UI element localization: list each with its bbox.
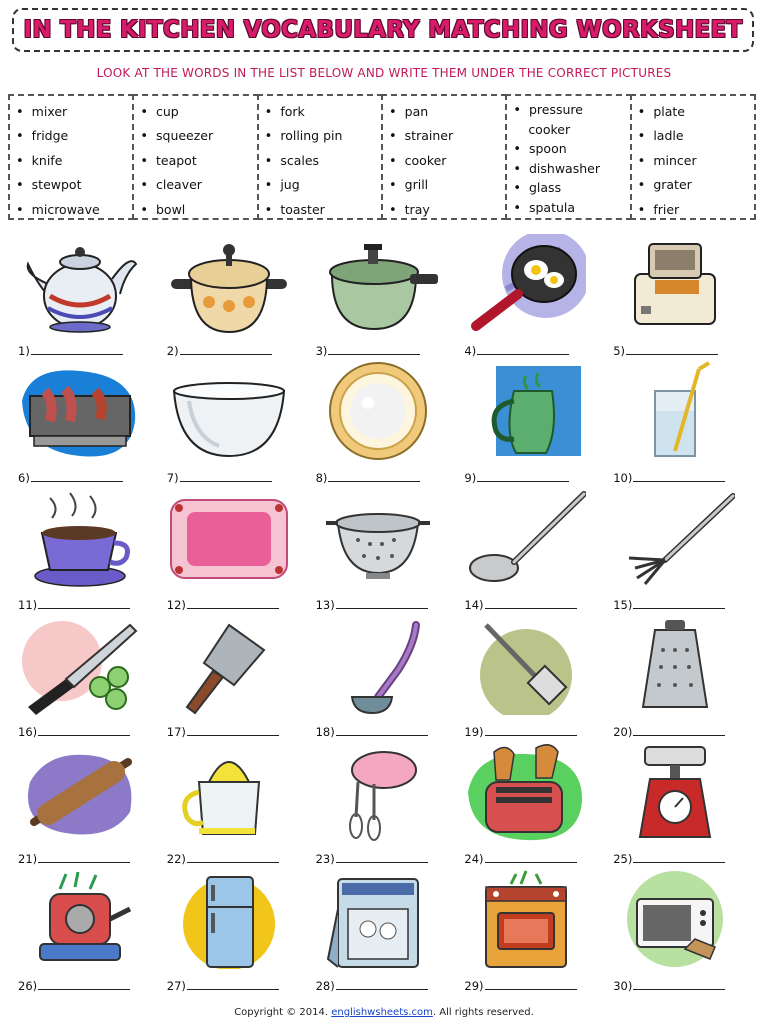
picture-cell <box>14 232 163 359</box>
answer-label <box>18 344 123 358</box>
grill-icon <box>20 361 140 461</box>
answer-line[interactable] <box>328 471 420 482</box>
picture-cell <box>312 740 461 867</box>
picture-row <box>14 486 758 613</box>
picture-cell <box>14 359 163 486</box>
picture-cell <box>163 613 312 740</box>
picture-cell <box>460 232 609 359</box>
word-item: • cooker <box>389 149 501 173</box>
spoon-icon <box>466 488 586 588</box>
item-number: 5) <box>613 344 625 358</box>
item-number: 24) <box>464 852 484 866</box>
cup-icon <box>20 488 140 588</box>
picture-row <box>14 232 758 359</box>
item-number: 4) <box>464 344 477 358</box>
word-item: • knife <box>16 149 128 173</box>
word-item: • microwave <box>16 198 128 222</box>
picture-row <box>14 359 758 486</box>
tray-icon <box>169 488 289 588</box>
item-number: 10) <box>613 471 633 485</box>
picture-cell <box>312 486 461 613</box>
picture-grid <box>14 232 758 994</box>
word-item: • strainer <box>389 124 501 148</box>
answer-label <box>464 852 576 866</box>
word-item: • spoon <box>513 139 625 159</box>
dishwasher-icon <box>318 869 438 969</box>
item-number: 25) <box>613 852 633 866</box>
answer-label <box>464 979 576 993</box>
page-title: IN THE KITCHEN VOCABULARY MATCHING WORKSHEET <box>23 17 743 43</box>
answer-label <box>613 344 718 358</box>
picture-cell <box>460 613 609 740</box>
cooker-icon <box>466 869 586 969</box>
answer-label <box>316 852 428 866</box>
item-number: 30) <box>613 979 633 993</box>
word-item: • mixer <box>16 100 128 124</box>
picture-cell <box>14 613 163 740</box>
cleaver-icon <box>169 615 289 715</box>
answer-line[interactable] <box>485 725 577 736</box>
answer-label <box>613 598 725 612</box>
answer-line[interactable] <box>187 852 279 863</box>
picture-cell <box>312 232 461 359</box>
picture-cell <box>609 486 758 613</box>
answer-label <box>167 979 279 993</box>
answer-label <box>316 471 421 485</box>
word-item: • glass <box>513 178 625 198</box>
answer-line[interactable] <box>38 598 130 609</box>
item-number: 8) <box>315 471 328 485</box>
picture-cell <box>460 486 609 613</box>
answer-line[interactable] <box>336 725 428 736</box>
answer-label <box>18 852 130 866</box>
squeezer-icon <box>169 742 289 842</box>
item-number: 23) <box>315 852 335 866</box>
answer-line[interactable] <box>633 598 725 609</box>
item-number: 28) <box>315 979 335 993</box>
mincer-icon <box>20 869 140 969</box>
item-number: 12) <box>166 598 186 612</box>
deep-fryer-icon <box>615 234 735 334</box>
answer-line[interactable] <box>180 471 272 482</box>
item-number: 3) <box>315 344 328 358</box>
picture-cell <box>609 613 758 740</box>
scales-icon <box>615 742 735 842</box>
answer-line[interactable] <box>328 344 420 355</box>
word-item: • spatula <box>513 198 625 218</box>
word-item: • pressure <box>513 100 625 120</box>
answer-line[interactable] <box>336 852 428 863</box>
picture-cell <box>312 867 461 994</box>
picture-cell <box>14 486 163 613</box>
copyright-text: Copyright © 2014. <box>234 1007 329 1018</box>
answer-line[interactable] <box>187 979 279 990</box>
item-number: 27) <box>166 979 186 993</box>
picture-cell <box>14 867 163 994</box>
picture-cell <box>609 359 758 486</box>
word-item: • dishwasher <box>513 159 625 179</box>
picture-cell <box>609 232 758 359</box>
word-item: • pan <box>389 100 501 124</box>
word-item: • ladle <box>638 124 750 148</box>
item-number: 22) <box>166 852 186 866</box>
answer-label <box>316 979 428 993</box>
item-number: 21) <box>18 852 38 866</box>
answer-label <box>613 979 725 993</box>
answer-line[interactable] <box>180 344 272 355</box>
answer-label <box>316 598 428 612</box>
word-item-continued: cooker <box>528 121 571 137</box>
answer-line[interactable] <box>187 598 279 609</box>
footer <box>0 1007 768 1018</box>
picture-row <box>14 867 758 994</box>
item-number: 9) <box>464 471 477 485</box>
answer-label <box>167 852 279 866</box>
answer-label <box>18 471 123 485</box>
ladle-icon <box>318 615 438 715</box>
fridge-icon <box>169 869 289 969</box>
picture-row <box>14 740 758 867</box>
word-column <box>381 94 507 220</box>
picture-cell <box>14 740 163 867</box>
item-number: 19) <box>464 725 484 739</box>
picture-cell <box>163 232 312 359</box>
picture-cell <box>163 740 312 867</box>
picture-cell <box>312 359 461 486</box>
word-item: • rolling pin <box>265 124 377 148</box>
title-box <box>12 8 754 52</box>
answer-label <box>464 344 569 358</box>
picture-cell <box>163 359 312 486</box>
word-column <box>8 94 134 220</box>
stewpot-icon <box>169 234 289 334</box>
instruction: LOOK AT THE WORDS IN THE LIST BELOW AND WRITE THEM UNDER THE CORRECT PICTURES <box>96 66 672 80</box>
answer-label <box>167 598 279 612</box>
item-number: 17) <box>166 725 186 739</box>
site-link[interactable]: englishwsheets.com <box>331 1007 433 1018</box>
teapot-icon <box>20 234 140 334</box>
pressure-cooker-icon <box>318 234 438 334</box>
item-number: 15) <box>613 598 633 612</box>
word-item: • fridge <box>16 124 128 148</box>
picture-cell <box>609 867 758 994</box>
word-item: • squeezer <box>140 124 252 148</box>
picture-cell <box>460 867 609 994</box>
answer-line[interactable] <box>38 852 130 863</box>
word-column <box>132 94 258 220</box>
plate-icon <box>318 361 438 461</box>
item-number: 16) <box>18 725 38 739</box>
word-item: • teapot <box>140 149 252 173</box>
fork-icon <box>615 488 735 588</box>
answer-line[interactable] <box>31 344 123 355</box>
word-item: • bowl <box>140 198 252 222</box>
answer-label <box>613 471 725 485</box>
item-number: 2) <box>166 344 179 358</box>
rights-text: . All rights reserved. <box>432 1007 534 1018</box>
answer-line[interactable] <box>187 725 279 736</box>
answer-line[interactable] <box>477 471 569 482</box>
word-column <box>505 94 631 220</box>
answer-line[interactable] <box>485 852 577 863</box>
answer-label <box>167 471 272 485</box>
microwave-icon <box>615 869 735 969</box>
bowl-icon <box>169 361 289 461</box>
answer-line[interactable] <box>485 979 577 990</box>
answer-label <box>613 725 725 739</box>
picture-cell <box>163 867 312 994</box>
picture-cell <box>163 486 312 613</box>
answer-line[interactable] <box>626 344 718 355</box>
answer-label <box>18 979 130 993</box>
word-item: • stewpot <box>16 173 128 197</box>
word-item: • toaster <box>265 198 377 222</box>
answer-line[interactable] <box>477 344 569 355</box>
answer-line[interactable] <box>633 979 725 990</box>
item-number: 26) <box>18 979 38 993</box>
picture-cell <box>609 740 758 867</box>
answer-line[interactable] <box>38 979 130 990</box>
word-item: • frier <box>638 198 750 222</box>
answer-label <box>18 598 130 612</box>
answer-label <box>316 725 428 739</box>
item-number: 7) <box>166 471 179 485</box>
spatula-icon <box>466 615 586 715</box>
word-item: • grater <box>638 173 750 197</box>
item-number: 18) <box>315 725 335 739</box>
word-column <box>630 94 756 220</box>
answer-label <box>613 852 725 866</box>
picture-row <box>14 613 758 740</box>
knife-icon <box>20 615 140 715</box>
answer-label <box>18 725 130 739</box>
item-number: 13) <box>315 598 335 612</box>
word-item: • grill <box>389 173 501 197</box>
word-item: • cleaver <box>140 173 252 197</box>
rolling-pin-icon <box>20 742 140 842</box>
item-number: 1) <box>18 344 30 358</box>
answer-label <box>167 344 272 358</box>
answer-line[interactable] <box>633 852 725 863</box>
answer-line[interactable] <box>633 471 725 482</box>
jug-icon <box>466 361 586 461</box>
item-number: 6) <box>18 471 30 485</box>
item-number: 29) <box>464 979 484 993</box>
picture-cell <box>312 613 461 740</box>
picture-cell <box>460 359 609 486</box>
picture-cell <box>460 740 609 867</box>
answer-label <box>464 471 569 485</box>
answer-line[interactable] <box>336 598 428 609</box>
word-item: • cup <box>140 100 252 124</box>
word-column <box>257 94 383 220</box>
word-item: • plate <box>638 100 750 124</box>
answer-line[interactable] <box>38 725 130 736</box>
answer-line[interactable] <box>485 598 577 609</box>
item-number: 20) <box>613 725 633 739</box>
word-item: • fork <box>265 100 377 124</box>
item-number: 14) <box>464 598 484 612</box>
answer-label <box>464 598 576 612</box>
toaster-icon <box>466 742 586 842</box>
word-item: • mincer <box>638 149 750 173</box>
answer-line[interactable] <box>31 471 123 482</box>
answer-label <box>464 725 576 739</box>
frying-pan-icon <box>466 234 586 334</box>
glass-icon <box>615 361 735 461</box>
answer-label <box>167 725 279 739</box>
strainer-icon <box>318 488 438 588</box>
word-item: • tray <box>389 198 501 222</box>
mixer-icon <box>318 742 438 842</box>
word-item: • scales <box>265 149 377 173</box>
answer-line[interactable] <box>633 725 725 736</box>
word-item: • jug <box>265 173 377 197</box>
answer-line[interactable] <box>336 979 428 990</box>
word-list <box>8 94 756 220</box>
answer-label <box>316 344 421 358</box>
item-number: 11) <box>18 598 38 612</box>
grater-icon <box>615 615 735 715</box>
